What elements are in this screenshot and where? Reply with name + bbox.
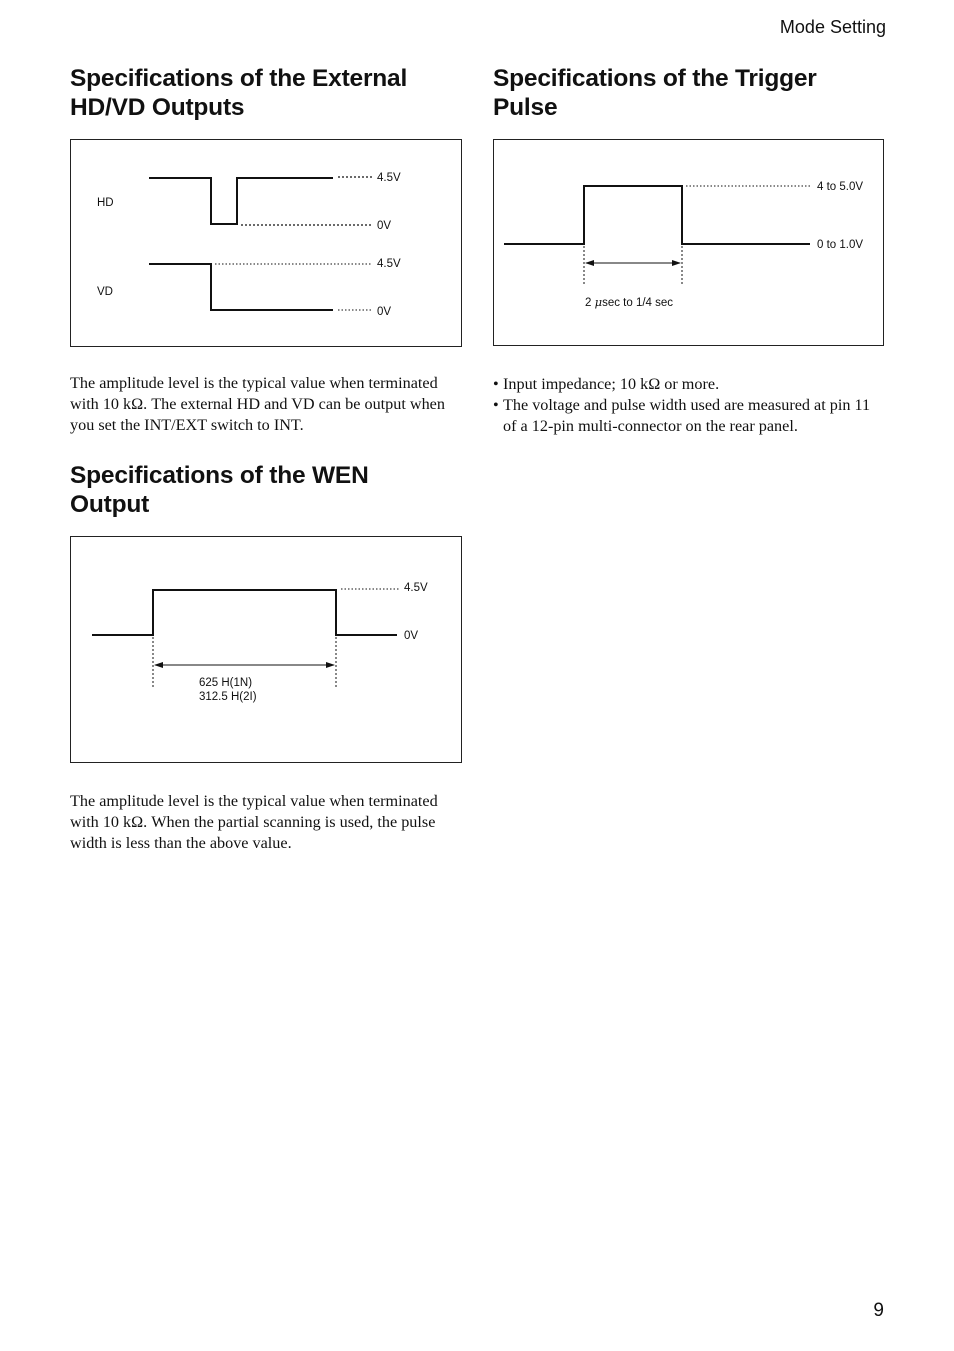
wen-width-arrow-right — [326, 662, 335, 668]
wen-note: The amplitude level is the typical value when terminated with 10 kΩ. When the partial scanning is used, the pulse width is less than the above value. — [70, 792, 438, 852]
wen-waveform-svg — [71, 537, 461, 762]
trigger-low-voltage-label: 0 to 1.0V — [817, 239, 864, 251]
vd-high-voltage-label: 4.5V — [377, 258, 401, 270]
wen-width-label-2: 312.5 H(2I) — [199, 691, 257, 703]
trigger-heading-line1: Specifications of the Trigger — [493, 65, 817, 92]
running-header: Mode Setting — [779, 17, 886, 37]
trigger-notes-list — [493, 374, 885, 437]
vd-waveform — [149, 264, 333, 310]
trigger-waveform-svg — [494, 140, 883, 345]
trigger-width-label — [585, 295, 673, 309]
trigger-note-text: Input impedance; 10 kΩ or more. — [503, 375, 720, 393]
trigger-width-arrow-left — [585, 260, 594, 266]
trigger-note-text: The voltage and pulse width used are measured at pin 11 of a 12-pin multi-connector on the rear panel. — [503, 396, 871, 435]
trigger-width-prefix: 2 — [585, 297, 595, 309]
hd-low-voltage-label: 0V — [377, 220, 392, 232]
hd-vd-heading-line1: Specifications of the External — [70, 65, 408, 92]
vd-low-voltage-label: 0V — [377, 306, 392, 318]
hd-label: HD — [97, 197, 114, 209]
wen-waveform — [92, 590, 397, 635]
bullet-symbol: • — [493, 396, 499, 414]
trigger-heading — [493, 64, 817, 122]
trigger-high-voltage-label: 4 to 5.0V — [817, 181, 864, 193]
wen-width-arrow-left — [154, 662, 163, 668]
page-number: 9 — [873, 1300, 884, 1321]
wen-heading-line1: Specifications of the WEN — [70, 462, 369, 489]
wen-high-voltage-label: 4.5V — [404, 582, 428, 594]
hd-vd-heading-line2: HD/VD Outputs — [70, 94, 245, 121]
trigger-heading-line2: Pulse — [493, 94, 558, 121]
hd-vd-waveform-svg — [71, 140, 461, 346]
trigger-waveform — [504, 186, 810, 244]
wen-heading — [70, 461, 369, 519]
wen-timing-diagram — [70, 536, 462, 763]
hd-waveform — [149, 178, 333, 224]
bullet-symbol: • — [493, 375, 499, 393]
wen-width-label-1: 625 H(1N) — [199, 677, 253, 689]
wen-low-voltage-label: 0V — [404, 630, 419, 642]
hd-high-voltage-label: 4.5V — [377, 172, 401, 184]
trigger-timing-diagram — [493, 139, 884, 346]
hd-vd-heading — [70, 64, 407, 122]
hd-vd-timing-diagram — [70, 139, 462, 347]
hd-vd-note: The amplitude level is the typical value when terminated with 10 kΩ. The external HD and VD can be output when you set the INT/EXT switch to INT. — [70, 374, 445, 434]
trigger-width-arrow-right — [672, 260, 681, 266]
wen-heading-line2: Output — [70, 491, 150, 518]
vd-label: VD — [97, 286, 113, 298]
trigger-note-item — [493, 395, 885, 437]
trigger-width-suffix: sec to 1/4 sec — [602, 297, 674, 309]
trigger-width-mu: μ — [594, 295, 603, 309]
trigger-note-item — [493, 374, 885, 395]
